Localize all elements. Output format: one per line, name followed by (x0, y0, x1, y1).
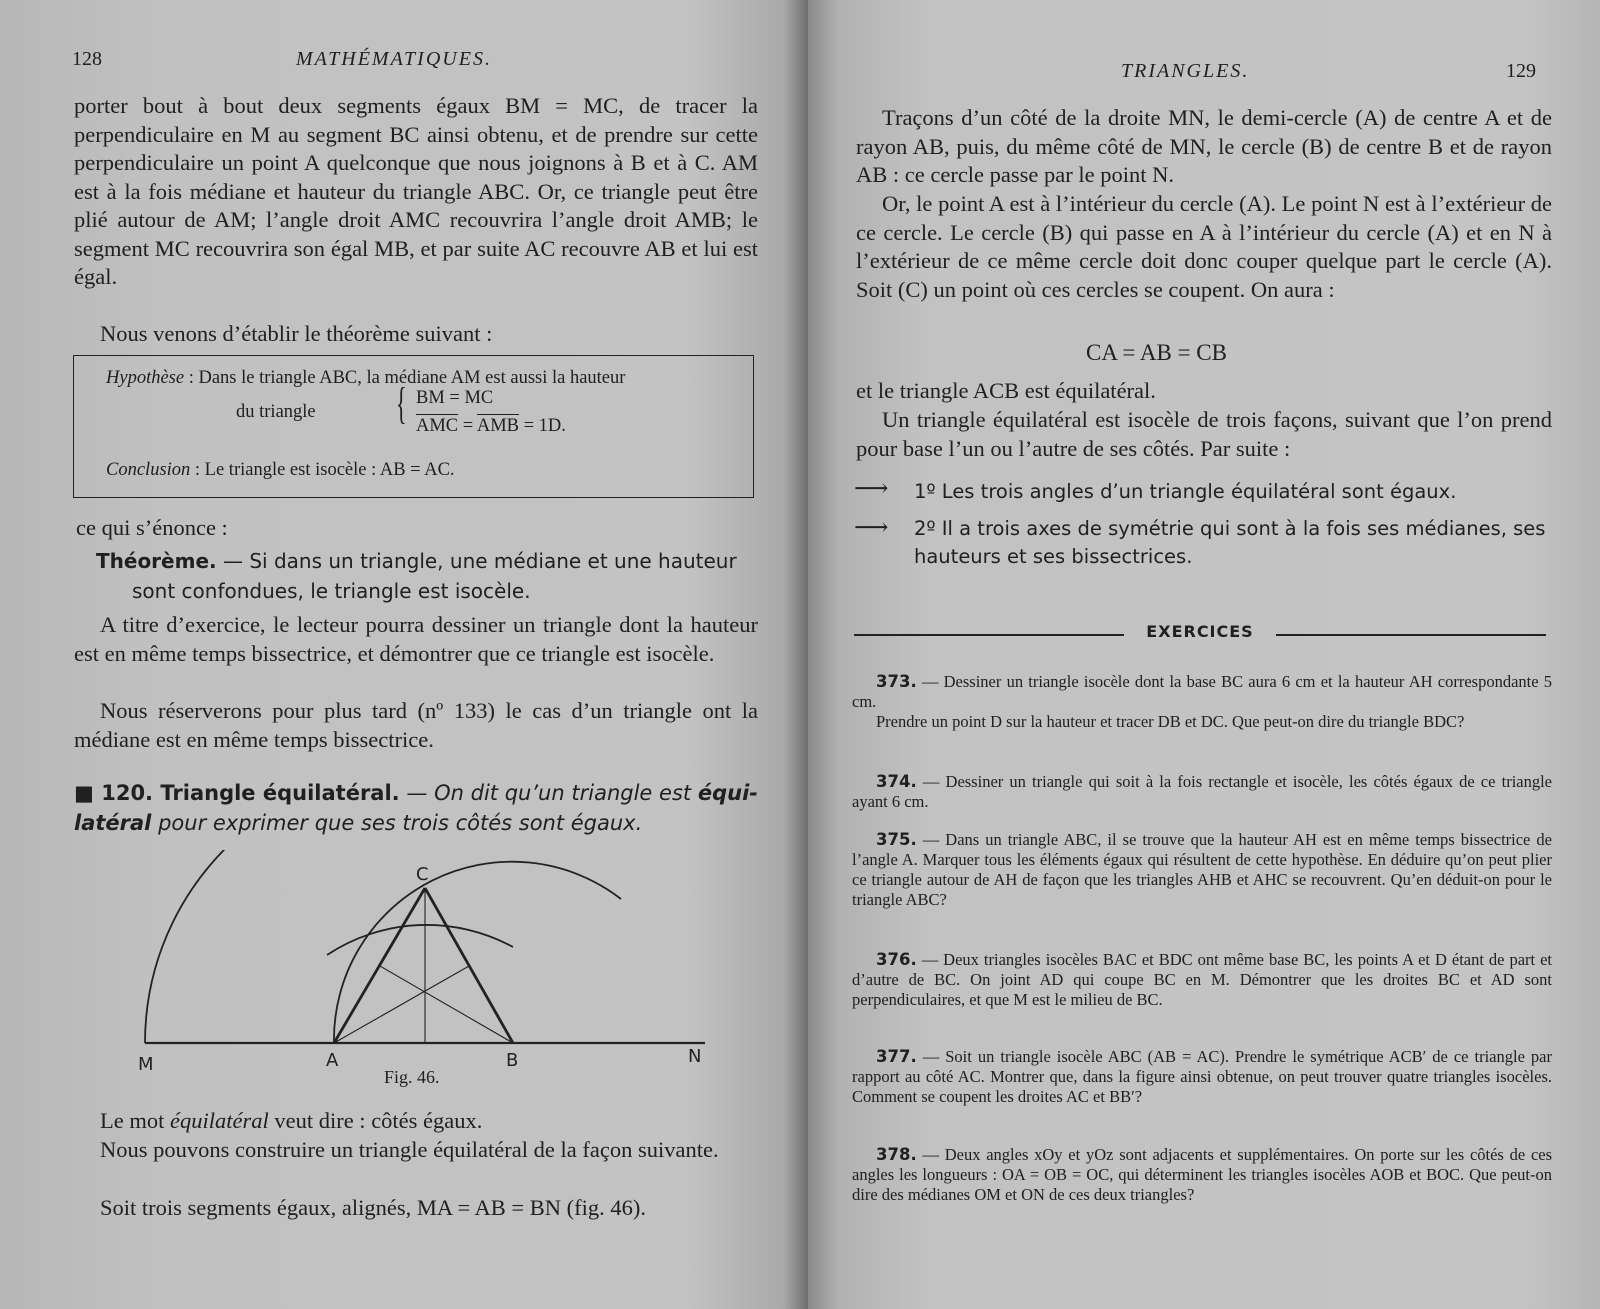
figure-46 (120, 850, 720, 1090)
divider-right (1276, 634, 1546, 636)
running-head: MATHÉMATIQUES. (296, 48, 492, 70)
paragraph: Un triangle équilatéral est isocèle de trois façons, suivant que l’on prend pour base l’un ou l’autre de ses côtés. Par suite : (856, 407, 1552, 461)
arrow-icon: ⟶ (854, 515, 889, 541)
circle-a-arc (327, 925, 513, 955)
running-head: TRIANGLES. (1121, 60, 1250, 82)
brace: { (396, 379, 407, 428)
exercise: 375. — Dans un triangle ABC, il se trouve que la hauteur AH est en même temps bissectrice de l’angle A. Marquer tous les éléments égaux qui résultent de cette hypothèse. En déduire qu’on peut plier ce triangle autour de AH de façon que les triangles AHB et AHC se recouvrent. Qu’en déduit-on pour le triangle ABC? (852, 830, 1552, 909)
section-heading: ■ 120. Triangle équilatéral. — On dit qu’un triangle est équi- latéral pour exprimer que ses trois côtés sont égaux. (74, 781, 758, 835)
exercise: 373. — Dessiner un triangle isocèle dont la base BC aura 6 cm et la hauteur AH correspondante 5 cm. Prendre un point D sur la hauteur et tracer DB et DC. Que peut-on dire du triangle BDC? (852, 672, 1553, 731)
right-page (808, 0, 1600, 1309)
conclusion-label: Conclusion (106, 460, 191, 480)
exercise: 378. — Deux angles xOy et yOz sont adjacents et supplémentaires. On porte sur les côtés de ces angles les longueurs : OA = OB = OC, qui déterminent les triangles isocèles AOB et BOC. Que peut-on dire des médianes OM et ON de ces deux triangles? (852, 1145, 1553, 1204)
arrow-icon: ⟶ (854, 476, 889, 502)
label-b: B (506, 1050, 519, 1071)
exercise: 377. — Soit un triangle isocèle ABC (AB = AC). Prendre le symétrique ACB′ de ce triangle par rapport au côté AC. Montrer que, dans la figure ainsi obtenue, on peut trouver quatre triangles isocèles. Comment se coupent les droites AC et BB′? (852, 1047, 1552, 1106)
paragraph: Nous réserverons pour plus tard (nº 133) le cas d’un triangle ont la médiane est en même temps bissectrice. (74, 698, 758, 752)
hypothesis-text: : Dans le triangle ABC, la médiane AM est aussi la hauteur (188, 368, 626, 388)
paragraph: porter bout à bout deux segments égaux BM = MC, de tracer la perpendiculaire en M au segment BC ainsi obtenu, et de prendre sur cette perpendiculaire un point A quelconque que nous joignons à B et à C. AM est à la fois médiane et hauteur du triangle ABC. Or, ce triangle peut être plié autour de AM; l’angle droit AMC recouvrira l’angle droit AMB; le segment MC recouvrira son égal MB, et par suite AC recouvre AB et lui est égal. (74, 93, 758, 289)
equation-2: AMC = AMB = 1D. (416, 416, 566, 436)
paragraph: Soit trois segments égaux, alignés, MA = AB = BN (fig. 46). (100, 1195, 646, 1220)
paragraph: Or, le point A est à l’intérieur du cercle (A). Le point N est à l’extérieur de ce cercle. Le cercle (B) qui passe en A à l’intérieur du cercle (A) et en N à l’extérieur de ce même cercle doit donc couper quelque part le cercle (A). Soit (C) un point où ces cercles se coupent. On aura : (856, 191, 1552, 302)
paragraph: Nous venons d’établir le théorème suivant : (100, 321, 493, 346)
theorem-text: — Si dans un triangle, une médiane et une hauteur sont confondues, le triangle est isocèle. (132, 549, 737, 603)
divider-left (854, 634, 1124, 636)
equation-1: BM = MC (416, 388, 494, 408)
median-a (334, 966, 469, 1043)
property-1: 1º Les trois angles d’un triangle équilatéral sont égaux. (914, 480, 1457, 503)
theorem-box (73, 355, 754, 498)
theorem-statement (96, 546, 758, 606)
circle-b-arc (334, 862, 621, 1043)
page-number: 128 (72, 48, 102, 70)
exercise: 374. — Dessiner un triangle qui soit à la fois rectangle et isocèle, les côtés égaux de ce triangle ayant 6 cm. (852, 772, 1553, 811)
paragraph: Traçons d’un côté de la droite MN, le demi-cercle (A) de centre A et de rayon AB, puis, du même côté de MN, le cercle (B) de centre B et de rayon AB : ce cercle passe par le point N. (856, 105, 1552, 187)
section-number: ■ 120. Triangle équilatéral. (74, 781, 400, 805)
paragraph: Nous pouvons construire un triangle équilatéral de la façon suivante. (100, 1137, 719, 1162)
side-cb (425, 888, 513, 1043)
figure-caption: Fig. 46. (384, 1067, 440, 1087)
label-m: M (138, 1054, 154, 1075)
exercise: 376. — Deux triangles isocèles BAC et BDC ont même base BC, les points A et D étant de part et d’autre de BC. On joint AD qui coupe BC en M. Démontrer que les droites BC et AD sont perpendiculaires, et que M est le milieu de BC. (852, 950, 1553, 1009)
paragraph: Le mot équilatéral veut dire : côtés égaux. (100, 1108, 483, 1133)
hypothesis-label: Hypothèse (106, 368, 185, 388)
conclusion-text: : Le triangle est isocèle : AB = AC. (194, 460, 455, 480)
side-ac (334, 888, 425, 1043)
page-number: 129 (1506, 60, 1536, 82)
median-b (380, 966, 513, 1043)
paragraph: A titre d’exercice, le lecteur pourra dessiner un triangle dont la hauteur est en même temps bissectrice, et démontrer que ce triangle est isocèle. (74, 612, 758, 666)
enonce-text: ce qui s’énonce : (76, 515, 228, 540)
property-2: 2º Il a trois axes de symétrie qui sont à la fois ses médianes, ses hauteurs et ses bissectrices. (914, 517, 1546, 568)
label-c: C (416, 864, 429, 885)
label-n: N (688, 1046, 702, 1067)
hypothesis-continuation: du triangle (236, 402, 316, 422)
theorem-label: Théorème. (96, 549, 217, 573)
equation: CA = AB = CB (1086, 340, 1227, 365)
label-a: A (326, 1050, 339, 1071)
exercises-title: EXERCICES (1146, 622, 1254, 641)
paragraph: et le triangle ACB est équilatéral. (856, 378, 1156, 403)
